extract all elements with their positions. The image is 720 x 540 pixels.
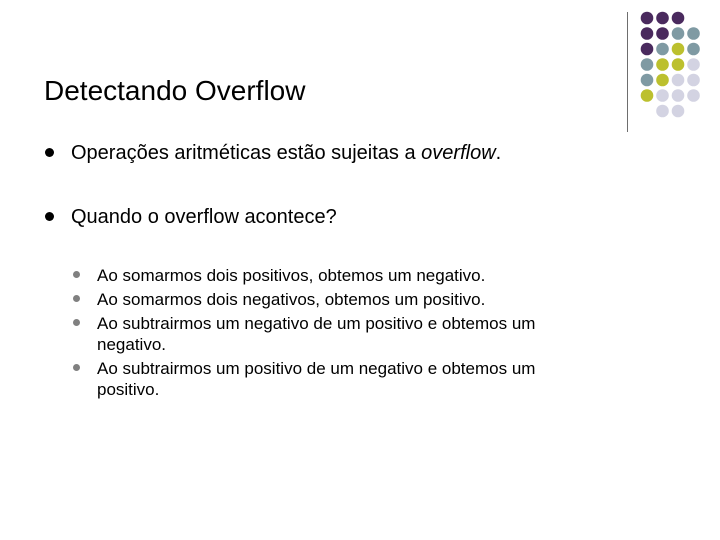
decorative-dot — [656, 43, 669, 56]
bullet-1-text: Operações aritméticas estão sujeitas a — [71, 142, 422, 164]
bullet-2: Quando o overflow acontece? — [71, 206, 337, 228]
decorative-dot — [687, 58, 700, 71]
decorative-dot — [641, 58, 654, 71]
sub-bullet-dot — [73, 319, 80, 326]
bullet-1-suffix: . — [495, 142, 502, 164]
divider-line — [627, 12, 628, 132]
decorative-dot — [672, 43, 685, 56]
sub-bullet-1: Ao somarmos dois positivos, obtemos um negativo. — [97, 266, 486, 285]
sub-bullet-dot — [73, 295, 80, 302]
decorative-dot — [656, 74, 669, 87]
decorative-dot — [687, 43, 700, 56]
decorative-dot — [641, 74, 654, 87]
decorative-dot — [656, 105, 669, 118]
slide-title: Detectando Overflow — [44, 75, 306, 106]
decorative-dot — [672, 12, 685, 25]
sub-bullet-4-line-2: positivo. — [97, 380, 160, 399]
decorative-dot — [656, 89, 669, 102]
sub-bullet-dot — [73, 364, 80, 371]
bullet-dot — [45, 148, 54, 157]
decorative-dot — [641, 89, 654, 102]
decorative-dot — [656, 58, 669, 71]
decorative-dot — [641, 12, 654, 25]
bullet-dot — [45, 212, 54, 221]
decorative-dot-grid — [0, 0, 720, 140]
decorative-dot — [641, 27, 654, 40]
decorative-dot — [672, 74, 685, 87]
bullet-1 — [71, 141, 501, 165]
decorative-dot — [687, 74, 700, 87]
sub-bullet-3-line-1: Ao subtrairmos um negativo de um positivo e obtemos um — [97, 314, 536, 333]
sub-bullet-4-line-1: Ao subtrairmos um positivo de um negativo e obtemos um — [97, 359, 536, 378]
sub-bullet-2: Ao somarmos dois negativos, obtemos um positivo. — [97, 290, 486, 309]
decorative-dot — [656, 12, 669, 25]
decorative-dot — [687, 27, 700, 40]
bullet-1-emphasis: overflow — [421, 142, 496, 164]
decorative-dot — [656, 27, 669, 40]
decorative-dot — [672, 89, 685, 102]
decorative-dot — [672, 58, 685, 71]
decorative-dot — [672, 105, 685, 118]
decorative-dot — [641, 43, 654, 56]
decorative-dot — [687, 89, 700, 102]
decorative-dot — [672, 27, 685, 40]
sub-bullet-3-line-2: negativo. — [97, 335, 166, 354]
sub-bullet-dot — [73, 271, 80, 278]
